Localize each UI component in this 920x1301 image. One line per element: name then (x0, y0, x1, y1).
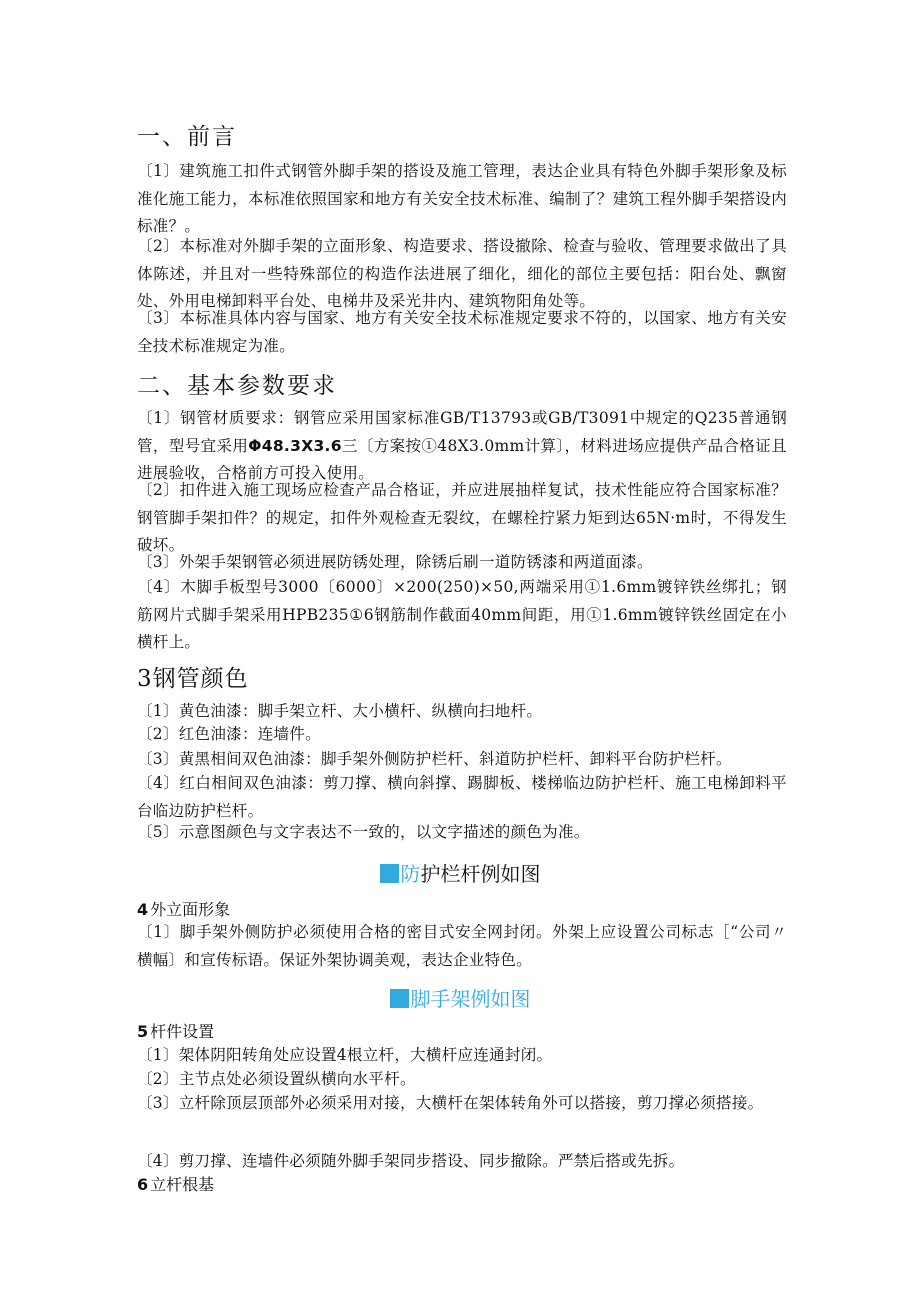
square-bullet-icon (390, 989, 409, 1008)
section-heading-parameters: 二、基本参数要求 (137, 373, 337, 399)
paragraph: 〔3〕外架手架钢管必须进展防锈处理，除锈后刷一道防锈漆和两道面漆。 (137, 553, 653, 571)
paragraph: 〔2〕红色油漆：连墙件。 (137, 725, 321, 743)
subsection-title: 4 外立面形象 (137, 900, 231, 919)
paragraph: 〔1〕脚手架外侧防护必须使用合格的密目式安全网封闭。外架上应设置公司标志［“公司〃横幅〕和宣传标语。保证外架协调美观，表达企业特色。 (137, 923, 787, 969)
paragraph: 〔1〕建筑施工扣件式钢管外脚手架的搭设及施工管理，表达企业具有特色外脚手架形象及标准化施工能力，本标准依照国家和地方有关安全技术标准、编制了？建筑工程外脚手架搭设内标准？。 (137, 162, 787, 235)
paragraph: 〔2〕主节点处必须设置纵横向水平杆。 (137, 1070, 416, 1088)
paragraph: 〔4〕红白相间双色油漆：剪刀撑、横向斜撑、踢脚板、楼梯临边防护栏杆、施工电梯卸料平台临边防护栏杆。 (137, 774, 787, 820)
figure-caption-scaffold: 脚手架例如图 (0, 983, 920, 1012)
paragraph: 〔1〕黄色油漆：脚手架立杆、大小横杆、纵横向扫地杆。 (137, 702, 543, 720)
paragraph: 〔4〕木脚手板型号3000〔6000〕×200(250)×50,两端采用①1.6mm镀锌铁丝绑扎；钢筋网片式脚手架采用HPB235①6钢筋制作截面40mm间距，用①1.6mm镀锌铁丝固定在小横杆上。 (137, 578, 787, 651)
subsection-title: 6 立杆根基 (137, 1175, 215, 1194)
paragraph: 〔2〕本标准对外脚手架的立面形象、构造要求、搭设撤除、检查与验收、管理要求做出了具体陈述，并且对一些特殊部位的构造作法进展了细化，细化的部位主要包括：阳台处、飘窗处、外用电梯卸料平台处、电梯井及采光井内、建筑物阳角处等。 (137, 237, 787, 310)
paragraph: 〔3〕立杆除顶层顶部外必须采用对接，大横杆在架体转角外可以搭接，剪刀撑必须搭接。 (137, 1094, 764, 1112)
paragraph: 〔4〕剪刀撑、连墙件必须随外脚手架同步搭设、同步撤除。严禁后搭或先拆。 (137, 1152, 685, 1170)
paragraph: 〔2〕扣件进入施工现场应检查产品合格证，并应进展抽样复试，技术性能应符合国家标准？钢管脚手架扣件？的规定，扣件外观检查无裂纹，在螺栓拧紧力矩到达65N·m时，不得发生破坏。 (137, 481, 787, 554)
subsection-title: 5 杆件设置 (137, 1022, 215, 1041)
paragraph: 〔3〕本标准具体内容与国家、地方有关安全技术标准规定要求不符的，以国家、地方有关安全技术标准规定为准。 (137, 309, 787, 355)
square-bullet-icon (380, 864, 399, 883)
paragraph: 〔1〕架体阴阳转角处应设置4根立杆，大横杆应连通封闭。 (137, 1046, 553, 1064)
paragraph: 〔5〕示意图颜色与文字表达不一致的，以文字描述的颜色为准。 (137, 823, 590, 841)
figure-caption-guardrail: 防护栏杆例如图 (0, 858, 920, 887)
section-heading-pipe-color: 3钢管颜色 (137, 666, 249, 692)
section-heading-preface: 一、前言 (137, 124, 237, 150)
paragraph: 〔3〕黄黑相间双色油漆：脚手架外侧防护栏杆、斜道防护栏杆、卸料平台防护栏杆。 (137, 750, 732, 768)
paragraph: 〔1〕钢管材质要求：钢管应采用国家标准GB/T13793或GB/T3091中规定的Q235普通钢管，型号宜采用Φ48.3X3.6三〔方案按①48X3.0mm计算〕，材料进场应提供产品合格证且进展验收，合格前方可投入使用。 (137, 409, 787, 482)
